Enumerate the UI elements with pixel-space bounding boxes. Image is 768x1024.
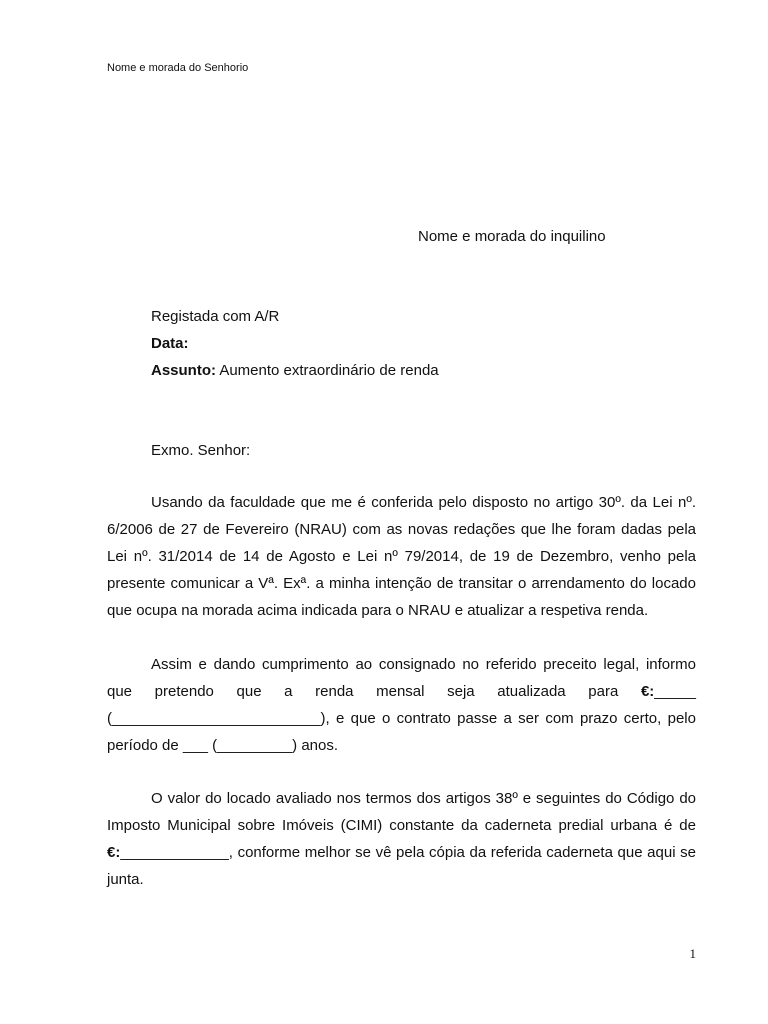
paragraph-3-text-end: _____________, conforme melhor se vê pela cópia da referida caderneta que aqui se junta. [107, 844, 696, 888]
property-value-label: €: [107, 844, 121, 861]
paragraph-2 [107, 651, 696, 759]
page-number: 1 [689, 946, 696, 961]
letter-meta [151, 308, 439, 389]
paragraph-2-text-start: Assim e dando cumprimento ao consignado no referido preceito legal, informo que pretendo que a renda mensal seja atualizada para [107, 656, 696, 700]
paragraph-3-text-start: O valor do locado avaliado nos termos dos artigos 38º e seguintes do Código do Imposto Municipal sobre Imóveis (CIMI) constante da caderneta predial urbana é de [107, 790, 696, 834]
date-line [151, 335, 439, 362]
recipient-address: Nome e morada do inquilino [418, 228, 606, 245]
subject-value: Aumento extraordinário de renda [216, 362, 439, 379]
rent-amount-label: €: [640, 683, 655, 700]
paragraph-1 [107, 489, 696, 624]
sender-address: Nome e morada do Senhorio [107, 62, 249, 74]
paragraph-2-text-end: _____ (_________________________), e que o contrato passe a ser com prazo certo, pelo período de ___ (_________) anos. [107, 683, 696, 754]
paragraph-3 [107, 785, 696, 893]
salutation: Exmo. Senhor: [151, 442, 251, 459]
date-label: Data: [151, 335, 189, 352]
paragraph-1-text: Usando da faculdade que me é conferida pelo disposto no artigo 30º. da Lei nº. 6/2006 de 27 de Fevereiro (NRAU) com as novas redações que lhe foram dadas pela Lei nº. 31/2014 de 14 de Agosto e Lei nº 79/2014, de 19 de Dezembro, venho pela presente comunicar a Vª. Exª. a minha intenção de transitar o arrendamento do locado que ocupa na morada acima indicada para o NRAU e atualizar a respetiva renda. [107, 494, 696, 619]
registered-mail-note: Registada com A/R [151, 308, 280, 325]
subject-line [151, 362, 439, 389]
subject-label: Assunto: [151, 362, 216, 379]
